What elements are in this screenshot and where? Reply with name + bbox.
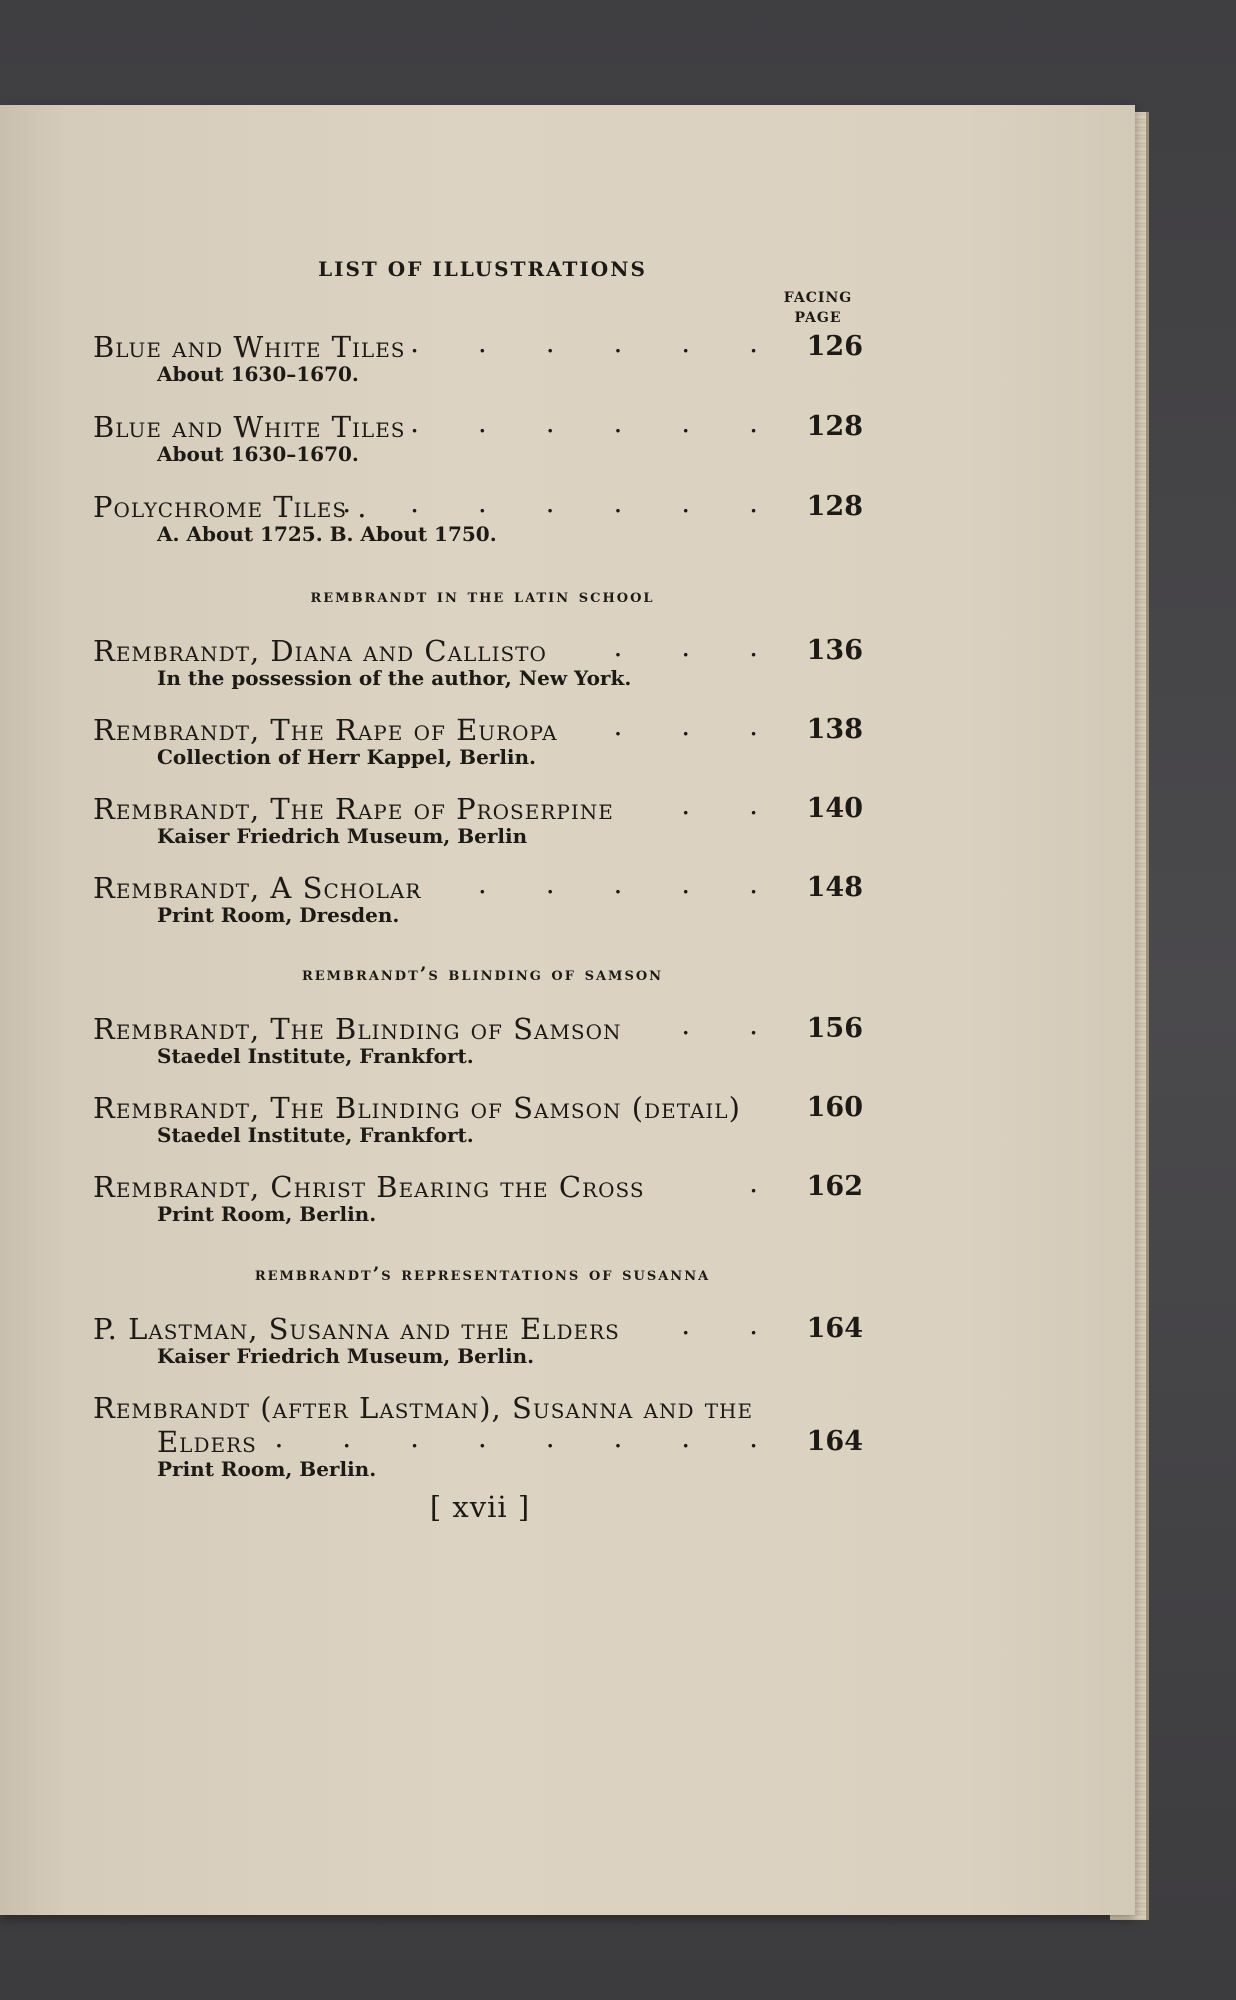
list-item bbox=[93, 487, 863, 547]
entry-title: Rembrandt, A Scholar bbox=[93, 871, 422, 905]
page-number: 128 bbox=[806, 491, 863, 522]
entry-title: Rembrandt, The Rape of Proserpine bbox=[93, 792, 614, 826]
page-number: 128 bbox=[806, 411, 863, 442]
entry-title-continued: Elders bbox=[157, 1425, 257, 1459]
list-item bbox=[93, 631, 863, 691]
list-item bbox=[93, 1009, 863, 1069]
entry-caption: In the possession of the author, New York. bbox=[157, 666, 632, 690]
leader-dots: . . bbox=[681, 1308, 783, 1341]
leader-dots: . . bbox=[681, 1008, 783, 1041]
list-item bbox=[93, 868, 863, 928]
entry-title: Blue and White Tiles bbox=[93, 330, 406, 364]
leader-dots: . bbox=[749, 1166, 783, 1199]
list-item bbox=[93, 1388, 863, 1482]
entry-caption: Print Room, Berlin. bbox=[157, 1457, 377, 1481]
list-item bbox=[93, 789, 863, 849]
list-item bbox=[93, 1167, 863, 1227]
entry-caption: Staedel Institute, Frankfort. bbox=[157, 1044, 474, 1068]
page-number: 126 bbox=[806, 331, 863, 362]
leader-dots: . . bbox=[681, 788, 783, 821]
list-item bbox=[93, 710, 863, 770]
page-number: 148 bbox=[806, 872, 863, 903]
page-number: 162 bbox=[806, 1171, 863, 1202]
leader-dots: . . . . . . . bbox=[342, 486, 783, 519]
entry-title: Rembrandt, Christ Bearing the Cross bbox=[93, 1170, 645, 1204]
page-number: 160 bbox=[806, 1092, 863, 1123]
list-item bbox=[93, 407, 863, 467]
entry-caption: Kaiser Friedrich Museum, Berlin bbox=[157, 824, 528, 848]
entry-caption: Print Room, Dresden. bbox=[157, 903, 400, 927]
page-number: 136 bbox=[806, 635, 863, 666]
entry-caption: A. About 1725. B. About 1750. bbox=[157, 522, 497, 546]
entry-caption: Collection of Herr Kappel, Berlin. bbox=[157, 745, 537, 769]
page-number: 156 bbox=[806, 1013, 863, 1044]
entry-title: Blue and White Tiles bbox=[93, 410, 406, 444]
page-number: 164 bbox=[806, 1313, 863, 1344]
section-heading: rembrandt’s blinding of samson bbox=[301, 963, 664, 985]
entry-caption: Print Room, Berlin. bbox=[157, 1202, 377, 1226]
list-item bbox=[93, 327, 863, 387]
entry-title: Rembrandt, Diana and Callisto bbox=[93, 634, 547, 668]
entry-title: Rembrandt (after Lastman), Susanna and the bbox=[93, 1391, 754, 1425]
leader-dots: . . . . . . bbox=[410, 867, 783, 900]
page-number: 140 bbox=[806, 793, 863, 824]
entry-title: Rembrandt, The Rape of Europa bbox=[93, 713, 558, 747]
entry-caption: Kaiser Friedrich Museum, Berlin. bbox=[157, 1344, 535, 1368]
book-page bbox=[0, 105, 1135, 1915]
leader-dots: . . . . . . bbox=[410, 326, 783, 359]
section-heading: rembrandt in the latin school bbox=[310, 585, 655, 607]
page-content bbox=[0, 105, 1135, 1915]
entry-caption: Staedel Institute, Frankfort. bbox=[157, 1123, 474, 1147]
facing-page-label bbox=[768, 288, 868, 328]
section-heading: rembrandt’s representations of susanna bbox=[254, 1263, 711, 1285]
facing-label-line1: FACING bbox=[783, 290, 853, 306]
entry-caption: About 1630–1670. bbox=[157, 442, 359, 466]
page-heading: LIST OF ILLUSTRATIONS bbox=[318, 257, 647, 281]
leader-dots: . . . bbox=[613, 709, 783, 742]
facing-label-line2: PAGE bbox=[794, 310, 842, 326]
list-item bbox=[93, 1309, 863, 1369]
leader-dots: . . . . . . bbox=[410, 406, 783, 439]
page-number: 164 bbox=[806, 1426, 863, 1457]
entry-title: Polychrome Tiles . bbox=[93, 490, 368, 524]
entry-title: P. Lastman, Susanna and the Elders bbox=[93, 1312, 620, 1346]
page-folio: [ xvii ] bbox=[429, 1490, 531, 1524]
page-number: 138 bbox=[806, 714, 863, 745]
leader-dots: . . . . . . . . bbox=[274, 1421, 783, 1454]
list-item bbox=[93, 1088, 863, 1148]
entry-title: Rembrandt, The Blinding of Samson bbox=[93, 1012, 622, 1046]
entry-title: Rembrandt, The Blinding of Samson (detail) bbox=[93, 1091, 741, 1125]
leader-dots: . . . bbox=[613, 630, 783, 663]
entry-caption: About 1630–1670. bbox=[157, 362, 359, 386]
